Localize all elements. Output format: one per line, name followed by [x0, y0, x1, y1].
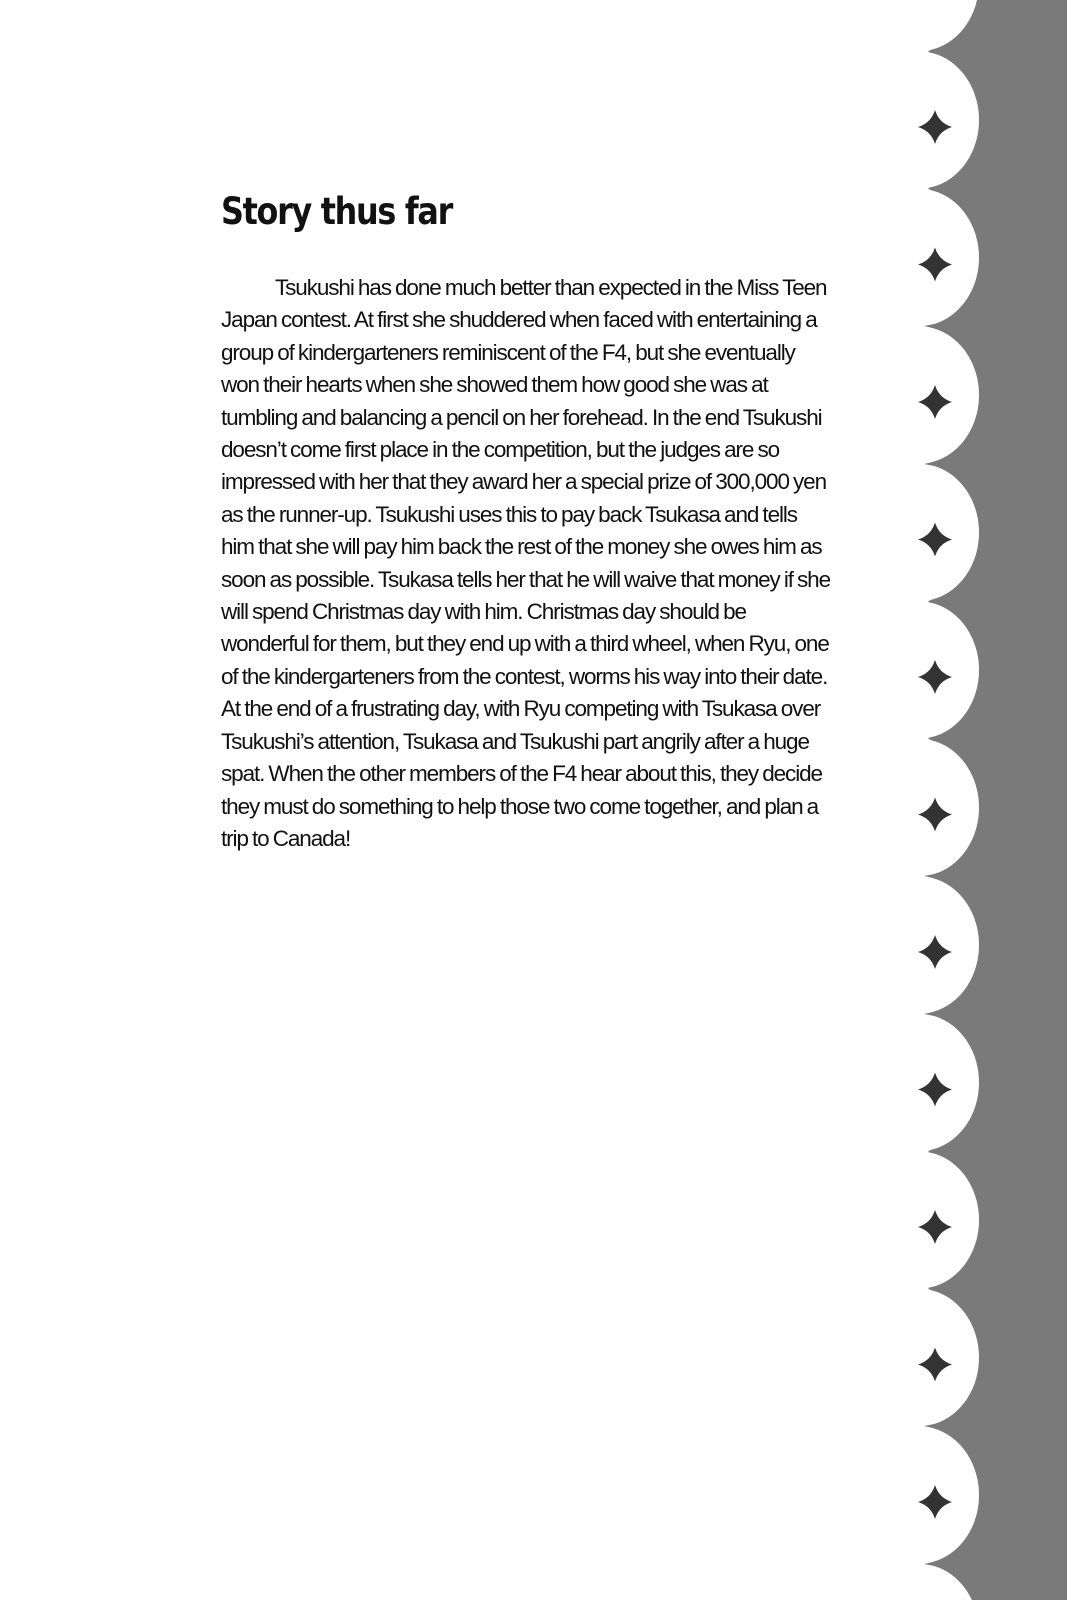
four-point-sparkle-icon — [918, 248, 952, 282]
four-point-sparkle-icon — [918, 1073, 952, 1107]
gray-band — [924, 0, 1067, 1600]
four-point-sparkle-icon — [918, 798, 952, 832]
story-summary: Tsukushi has done much better than expected in the Miss Teen Japan contest. At first she shuddered when faced with entertaining a group of kindergarteners reminiscent of the F4, but she eventually won their hearts when she showed them how good she was at tumbling and balancing a pencil on her forehead. In the end Tsukushi doesn’t come first place in the competition, but the judges are so impressed with her that they award her a special prize of 300,000 yen as the runner-up. Tsukushi uses this to pay back Tsukasa and tells him that she will pay him back the rest of the money she owes him as soon as possible. Tsukasa tells her that he will waive that money if she will spend Christmas day with him. Christmas day should be wonderful for them, but they end up with a third wheel, when Ryu, one of the kindergarteners from the contest, worms his way into their date. At the end of a frustrating day, with Ryu competing with Tsukasa over Tsukushi’s attention, Tsukasa and Tsukushi part angrily after a huge spat. When the other members of the F4 hear about this, they decide they must do something to help those two come together, and plan a trip to Canada! — [221, 275, 831, 851]
four-point-sparkle-icon — [918, 1210, 952, 1244]
page-title: Story thus far — [221, 190, 452, 233]
four-point-sparkle-icon — [918, 523, 952, 557]
four-point-sparkle-icon — [918, 385, 952, 419]
four-point-sparkle-icon — [918, 1485, 952, 1519]
four-point-sparkle-icon — [918, 1348, 952, 1382]
four-point-sparkle-icon — [918, 935, 952, 969]
four-point-sparkle-icon — [918, 660, 952, 694]
four-point-sparkle-icon — [918, 110, 952, 144]
